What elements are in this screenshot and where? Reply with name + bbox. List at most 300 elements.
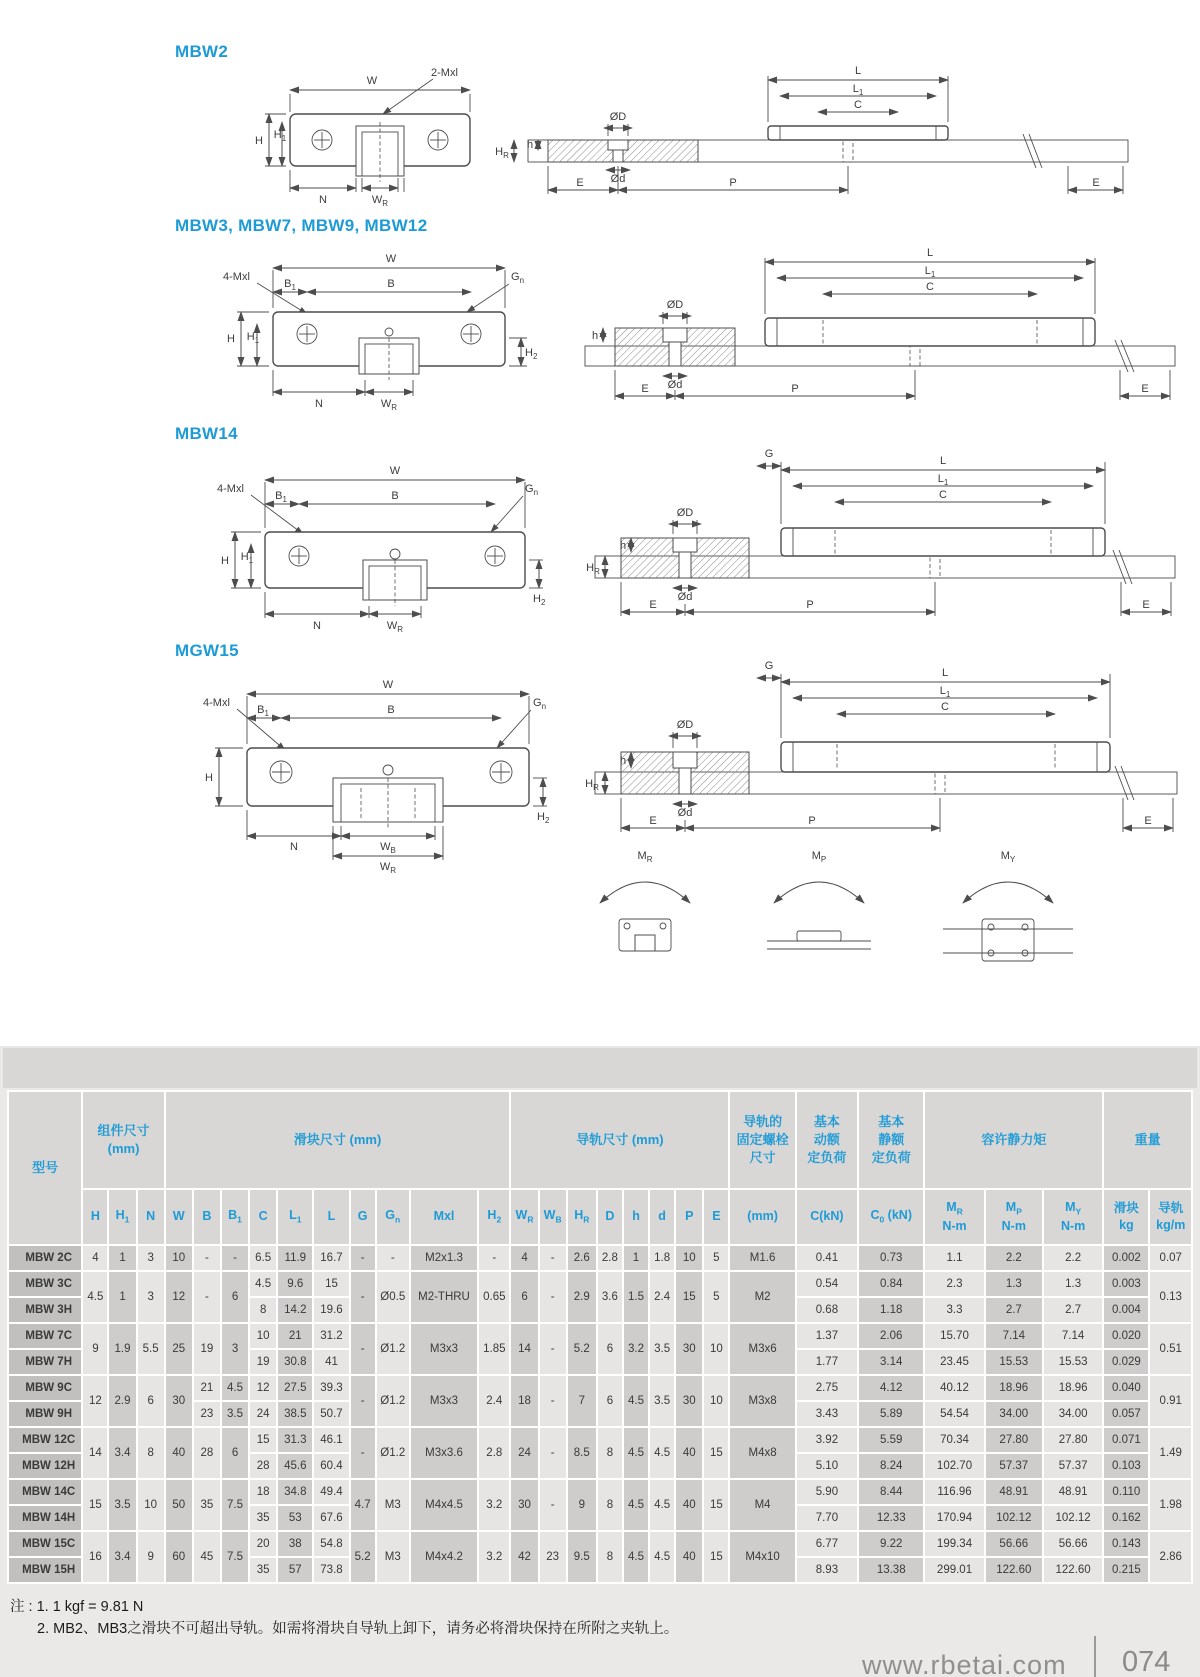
value-cell: 28: [250, 1454, 276, 1478]
dim-h-label: H: [227, 333, 235, 345]
value-cell: 4: [511, 1246, 537, 1270]
value-cell: 35: [194, 1480, 220, 1530]
value-cell: 3: [138, 1246, 164, 1270]
block-side: [781, 742, 1110, 772]
value-cell: 0.68: [797, 1298, 857, 1322]
value-cell: M3x3: [411, 1324, 477, 1374]
value-cell: Ø1.2: [377, 1428, 409, 1478]
value-cell: 11.9: [278, 1246, 312, 1270]
value-cell: Ø1.2: [377, 1376, 409, 1426]
value-cell: 50: [166, 1480, 192, 1530]
col-header: $L_1$: [278, 1190, 312, 1244]
value-cell: 2.4: [479, 1376, 509, 1426]
value-cell: 35: [250, 1558, 276, 1582]
value-cell: M3x3.6: [411, 1428, 477, 1478]
dim-h-label: H: [221, 555, 229, 567]
value-cell: 34.00: [986, 1402, 1042, 1426]
value-cell: 10: [138, 1480, 164, 1530]
value-cell: 3.5: [109, 1480, 135, 1530]
col-header: $B_1$: [222, 1190, 248, 1244]
group-header: 导轨的 固定螺栓 尺寸: [730, 1092, 794, 1188]
value-cell: 5.90: [797, 1480, 857, 1504]
dim-e-label: E: [641, 383, 649, 395]
value-cell: 1.8: [650, 1246, 674, 1270]
mbw3-side-view: [555, 238, 1195, 413]
dim-w-label: W: [382, 679, 394, 691]
dim-wr-label: $W_R$: [379, 861, 397, 875]
value-cell: 24: [511, 1428, 537, 1478]
value-cell: M4: [730, 1480, 794, 1530]
value-cell: 0.41: [797, 1246, 857, 1270]
col-header: d: [650, 1190, 674, 1244]
dim-e-label: E: [1092, 177, 1100, 189]
value-cell: 5.10: [797, 1454, 857, 1478]
mini-rail-channel: [635, 935, 655, 951]
value-cell: 7.5: [222, 1532, 248, 1582]
bolt-shaft: [679, 768, 691, 794]
value-cell: -: [351, 1272, 375, 1322]
value-cell: 38.5: [278, 1402, 312, 1426]
value-cell: M1.6: [730, 1246, 794, 1270]
value-cell: 1.77: [797, 1350, 857, 1374]
value-cell: 4: [83, 1246, 107, 1270]
value-cell: 8.44: [859, 1480, 923, 1504]
col-header: C(kN): [797, 1190, 857, 1244]
col-header: W: [166, 1190, 192, 1244]
value-cell: 34.00: [1044, 1402, 1102, 1426]
bolt-shaft: [679, 552, 691, 578]
section-title-mbw3: MBW3, MBW7, MBW9, MBW12: [175, 216, 428, 235]
dim-h-small-label: h: [619, 540, 627, 552]
value-cell: 54.54: [925, 1402, 983, 1426]
table-top-band: [3, 1048, 1197, 1088]
value-cell: 40.12: [925, 1376, 983, 1400]
value-cell: 56.66: [986, 1532, 1042, 1556]
value-cell: 102.12: [986, 1506, 1042, 1530]
value-cell: 5.2: [568, 1324, 596, 1374]
dim-c-label: C: [854, 99, 862, 111]
value-cell: 48.91: [986, 1480, 1042, 1504]
value-cell: -: [351, 1246, 375, 1270]
value-cell: -: [222, 1246, 248, 1270]
value-cell: 3.92: [797, 1428, 857, 1452]
value-cell: 8: [598, 1480, 622, 1530]
value-cell: 14.2: [278, 1298, 312, 1322]
value-cell: 48.91: [1044, 1480, 1102, 1504]
value-cell: Ø1.2: [377, 1324, 409, 1374]
value-cell: 0.020: [1104, 1324, 1148, 1348]
value-cell: M3x6: [730, 1324, 794, 1374]
model-cell: MBW 9C: [9, 1376, 81, 1400]
value-cell: 0.162: [1104, 1506, 1148, 1530]
value-cell: 3.5: [650, 1376, 674, 1426]
moment-mr-label: $M_R$: [637, 850, 653, 864]
group-header: 基本 静额 定负荷: [859, 1092, 923, 1188]
col-header: N: [138, 1190, 164, 1244]
value-cell: 30: [511, 1480, 537, 1530]
col-header: 导轨 kg/m: [1150, 1190, 1191, 1244]
value-cell: 4.5: [650, 1532, 674, 1582]
footnote-line1: 注 : 1. 1 kgf = 9.81 N: [10, 1599, 144, 1615]
col-header: $M_P$ N-m: [986, 1190, 1042, 1244]
value-cell: -: [194, 1272, 220, 1322]
value-cell: 19: [250, 1350, 276, 1374]
col-header: P: [676, 1190, 702, 1244]
value-cell: 9: [138, 1532, 164, 1582]
screw-callout-label: 2-Mxl: [431, 67, 458, 79]
value-cell: M3: [377, 1532, 409, 1582]
mbw3-front-view: [195, 240, 538, 420]
value-cell: 18: [511, 1376, 537, 1426]
col-header: $C_0$ (kN): [859, 1190, 923, 1244]
dim-hr-label: $H_R$: [586, 562, 600, 576]
dim-h-label: H: [205, 772, 213, 784]
footnote-line2: 2. MB2、MB3之滑块不可超出导轨。如需将滑块自导轨上卸下，请务必将滑块保持在所附之夹轨上。: [37, 1621, 679, 1638]
value-cell: 4.5: [83, 1272, 107, 1322]
value-cell: 5.2: [351, 1532, 375, 1582]
dim-w-label: W: [366, 75, 378, 87]
spec-table-zone: [0, 1046, 1200, 1677]
value-cell: 1: [109, 1272, 135, 1322]
dim-w-label: W: [385, 253, 397, 265]
moment-mp-label: $M_P$: [811, 850, 827, 864]
dim-n-label: N: [319, 194, 327, 206]
moment-mp-diagram: [749, 845, 889, 960]
dim-h2-label: $H_2$: [525, 347, 538, 361]
group-header: 导轨尺寸 (mm): [511, 1092, 728, 1188]
value-cell: 0.002: [1104, 1246, 1148, 1270]
value-cell: 3.5: [222, 1402, 248, 1426]
group-header: 重量: [1104, 1092, 1191, 1188]
model-cell: MBW 3H: [9, 1298, 81, 1322]
value-cell: 3.5: [650, 1324, 674, 1374]
value-cell: 2.8: [479, 1428, 509, 1478]
value-cell: 38: [278, 1532, 312, 1556]
dim-gn-label: $G_n$: [511, 271, 525, 285]
value-cell: -: [540, 1324, 566, 1374]
value-cell: 46.1: [314, 1428, 348, 1452]
value-cell: 4.5: [222, 1376, 248, 1400]
value-cell: 1.18: [859, 1298, 923, 1322]
footnotes: [10, 1596, 678, 1641]
value-cell: 21: [278, 1324, 312, 1348]
value-cell: 199.34: [925, 1532, 983, 1556]
value-cell: 3.2: [624, 1324, 648, 1374]
mini-block-side: [797, 931, 841, 941]
value-cell: 8.5: [568, 1428, 596, 1478]
col-header: $M_R$ N-m: [925, 1190, 983, 1244]
value-cell: -: [540, 1246, 566, 1270]
value-cell: -: [194, 1246, 220, 1270]
value-cell: 18.96: [1044, 1376, 1102, 1400]
dim-l-label: L: [854, 65, 862, 77]
value-cell: M4x8: [730, 1428, 794, 1478]
value-cell: -: [351, 1324, 375, 1374]
value-cell: 0.54: [797, 1272, 857, 1296]
value-cell: 10: [704, 1376, 728, 1426]
model-cell: MBW 15C: [9, 1532, 81, 1556]
value-cell: M2: [730, 1272, 794, 1322]
value-cell: Ø0.5: [377, 1272, 409, 1322]
dim-od-small-label: Ød: [667, 379, 683, 391]
value-cell: 7: [568, 1376, 596, 1426]
value-cell: 4.5: [250, 1272, 276, 1296]
value-cell: 2.3: [925, 1272, 983, 1296]
value-cell: 3.43: [797, 1402, 857, 1426]
value-cell: 15: [83, 1480, 107, 1530]
dim-wr-label: $W_R$: [386, 620, 404, 634]
rail-hole: [930, 556, 940, 578]
value-cell: M3x8: [730, 1376, 794, 1426]
value-cell: 170.94: [925, 1506, 983, 1530]
model-cell: MBW 7H: [9, 1350, 81, 1374]
value-cell: 2.6: [568, 1246, 596, 1270]
value-cell: 30: [676, 1324, 702, 1374]
block-side: [765, 318, 1095, 346]
col-header: L: [314, 1190, 348, 1244]
dim-b-label: B: [391, 490, 399, 502]
value-cell: 14: [511, 1324, 537, 1374]
value-cell: 34.8: [278, 1480, 312, 1504]
value-cell: 116.96: [925, 1480, 983, 1504]
rail-hole: [935, 772, 945, 794]
value-cell: 9.22: [859, 1532, 923, 1556]
dim-l1-label: $L_1$: [924, 265, 936, 279]
spec-table: [7, 1090, 1193, 1584]
value-cell: 3.4: [109, 1428, 135, 1478]
moment-mr-diagram: [575, 845, 715, 960]
value-cell: 13.38: [859, 1558, 923, 1582]
dim-od-label: ØD: [676, 507, 694, 519]
col-header: H: [83, 1190, 107, 1244]
dim-l1-label: $L_1$: [937, 473, 949, 487]
value-cell: 5: [704, 1272, 728, 1322]
value-cell: 3.3: [925, 1298, 983, 1322]
value-cell: 1.9: [109, 1324, 135, 1374]
value-cell: 35: [250, 1506, 276, 1530]
value-cell: 4.5: [624, 1532, 648, 1582]
value-cell: 8: [250, 1298, 276, 1322]
dim-p-label: P: [791, 383, 799, 395]
col-header: D: [598, 1190, 622, 1244]
value-cell: 3.2: [479, 1480, 509, 1530]
dim-e-label: E: [649, 599, 657, 611]
mbw14-side-view: [565, 442, 1185, 632]
value-cell: 2.7: [1044, 1298, 1102, 1322]
dim-od-small-label: Ød: [610, 173, 626, 185]
value-cell: 16: [83, 1532, 107, 1582]
mbw14-front-view: [195, 448, 545, 638]
value-cell: 39.3: [314, 1376, 348, 1400]
value-cell: 6: [222, 1272, 248, 1322]
group-header: 组件尺寸 (mm): [83, 1092, 163, 1188]
value-cell: 60: [166, 1532, 192, 1582]
value-cell: -: [540, 1272, 566, 1322]
value-cell: 15: [704, 1428, 728, 1478]
value-cell: 1.98: [1150, 1480, 1191, 1530]
value-cell: 1.85: [479, 1324, 509, 1374]
dim-c-label: C: [941, 701, 949, 713]
group-header: 型号: [9, 1092, 81, 1244]
value-cell: 15: [314, 1272, 348, 1296]
value-cell: 57.37: [986, 1454, 1042, 1478]
value-cell: 5.59: [859, 1428, 923, 1452]
value-cell: 1.3: [1044, 1272, 1102, 1296]
dim-e-label: E: [649, 815, 657, 827]
col-header: (mm): [730, 1190, 794, 1244]
value-cell: 0.071: [1104, 1428, 1148, 1452]
value-cell: 2.4: [650, 1272, 674, 1322]
value-cell: 122.60: [1044, 1558, 1102, 1582]
value-cell: 40: [166, 1428, 192, 1478]
value-cell: 30: [676, 1376, 702, 1426]
value-cell: 102.70: [925, 1454, 983, 1478]
dim-od-small-label: Ød: [677, 591, 693, 603]
value-cell: 41: [314, 1350, 348, 1374]
model-cell: MBW 2C: [9, 1246, 81, 1270]
value-cell: 122.60: [986, 1558, 1042, 1582]
value-cell: 0.91: [1150, 1376, 1191, 1426]
value-cell: 6.77: [797, 1532, 857, 1556]
value-cell: 40: [676, 1480, 702, 1530]
rail-channel: [359, 338, 419, 374]
value-cell: 12: [166, 1272, 192, 1322]
dim-n-label: N: [290, 841, 298, 853]
dim-l1-label: $L_1$: [852, 83, 864, 97]
value-cell: 2.9: [568, 1272, 596, 1322]
value-cell: 10: [704, 1324, 728, 1374]
dim-n-label: N: [313, 620, 321, 632]
dim-h-small-label: h: [591, 330, 599, 342]
value-cell: 31.3: [278, 1428, 312, 1452]
dim-gn-label: $G_n$: [533, 697, 547, 711]
moment-arrow: [600, 882, 690, 903]
value-cell: 60.4: [314, 1454, 348, 1478]
dim-c-label: C: [926, 281, 934, 293]
value-cell: 50.7: [314, 1402, 348, 1426]
value-cell: 15: [250, 1428, 276, 1452]
dim-gn-label: $G_n$: [525, 483, 539, 497]
dim-g-label: G: [764, 448, 774, 460]
value-cell: 299.01: [925, 1558, 983, 1582]
value-cell: 6: [598, 1376, 622, 1426]
col-header: $H_R$: [568, 1190, 596, 1244]
value-cell: 8: [138, 1428, 164, 1478]
section-title-mbw2: MBW2: [175, 42, 229, 61]
dim-h-small-label: h: [526, 139, 534, 151]
value-cell: 3.4: [109, 1532, 135, 1582]
col-header: E: [704, 1190, 728, 1244]
bolt-shaft: [613, 150, 623, 162]
value-cell: 23: [194, 1402, 220, 1426]
value-cell: 7.70: [797, 1506, 857, 1530]
screw-callout-label: 4-Mxl: [223, 271, 250, 283]
value-cell: 27.5: [278, 1376, 312, 1400]
dim-b-label: B: [387, 704, 395, 716]
dim-l-label: L: [941, 667, 949, 679]
dim-h1-label: $H_1$: [246, 331, 260, 345]
mgw15-front-view: [185, 660, 555, 875]
value-cell: 5: [704, 1246, 728, 1270]
value-cell: -: [351, 1428, 375, 1478]
dim-p-label: P: [808, 815, 816, 827]
value-cell: 9.5: [568, 1532, 596, 1582]
dim-hr-label: $H_R$: [495, 146, 509, 160]
value-cell: 57.37: [1044, 1454, 1102, 1478]
value-cell: 15: [676, 1272, 702, 1322]
model-cell: MBW 12H: [9, 1454, 81, 1478]
value-cell: 45.6: [278, 1454, 312, 1478]
value-cell: 3: [222, 1324, 248, 1374]
col-header: $G_n$: [377, 1190, 409, 1244]
value-cell: 53: [278, 1506, 312, 1530]
value-cell: 0.040: [1104, 1376, 1148, 1400]
mgw15-side-view: [565, 652, 1185, 852]
value-cell: 0.215: [1104, 1558, 1148, 1582]
col-header: h: [624, 1190, 648, 1244]
dim-l-label: L: [939, 455, 947, 467]
value-cell: 15: [704, 1480, 728, 1530]
value-cell: 9: [83, 1324, 107, 1374]
group-header: 滑块尺寸 (mm): [166, 1092, 510, 1188]
moment-my-label: $M_Y$: [1000, 850, 1016, 864]
dim-b1-label: $B_1$: [275, 490, 287, 504]
footer-page-number: 074: [1122, 1646, 1171, 1677]
dim-w-label: W: [389, 465, 401, 477]
dim-b1-label: $B_1$: [284, 278, 296, 292]
value-cell: 6: [598, 1324, 622, 1374]
value-cell: 7.14: [1044, 1324, 1102, 1348]
footer-divider: [1094, 1636, 1096, 1677]
moment-diagrams: [575, 845, 1093, 960]
dim-p-label: P: [729, 177, 737, 189]
mbw2-side-view: [468, 48, 1168, 208]
value-cell: 3.6: [598, 1272, 622, 1322]
model-cell: MBW 15H: [9, 1558, 81, 1582]
value-cell: 9: [568, 1480, 596, 1530]
value-cell: 8: [598, 1428, 622, 1478]
value-cell: M3: [377, 1480, 409, 1530]
value-cell: 1.3: [986, 1272, 1042, 1296]
value-cell: 57: [278, 1558, 312, 1582]
dim-e-label: E: [576, 177, 584, 189]
value-cell: M4x4.2: [411, 1532, 477, 1582]
value-cell: 67.6: [314, 1506, 348, 1530]
col-header: B: [194, 1190, 220, 1244]
value-cell: 0.057: [1104, 1402, 1148, 1426]
value-cell: 31.2: [314, 1324, 348, 1348]
value-cell: 25: [166, 1324, 192, 1374]
value-cell: 4.5: [624, 1376, 648, 1426]
value-cell: 30.8: [278, 1350, 312, 1374]
col-header: $M_Y$ N-m: [1044, 1190, 1102, 1244]
value-cell: M2-THRU: [411, 1272, 477, 1322]
value-cell: 2.9: [109, 1376, 135, 1426]
value-cell: 4.5: [650, 1480, 674, 1530]
col-header: C: [250, 1190, 276, 1244]
value-cell: 15.53: [1044, 1350, 1102, 1374]
value-cell: 2.7: [986, 1298, 1042, 1322]
dim-wr-label: $W_R$: [380, 398, 398, 412]
value-cell: 9.6: [278, 1272, 312, 1296]
screw-callout-label: 4-Mxl: [203, 697, 230, 709]
value-cell: 3.2: [479, 1532, 509, 1582]
value-cell: -: [540, 1480, 566, 1530]
value-cell: 2.2: [986, 1246, 1042, 1270]
bolt-counterbore: [673, 538, 697, 552]
value-cell: -: [479, 1246, 509, 1270]
value-cell: 102.12: [1044, 1506, 1102, 1530]
